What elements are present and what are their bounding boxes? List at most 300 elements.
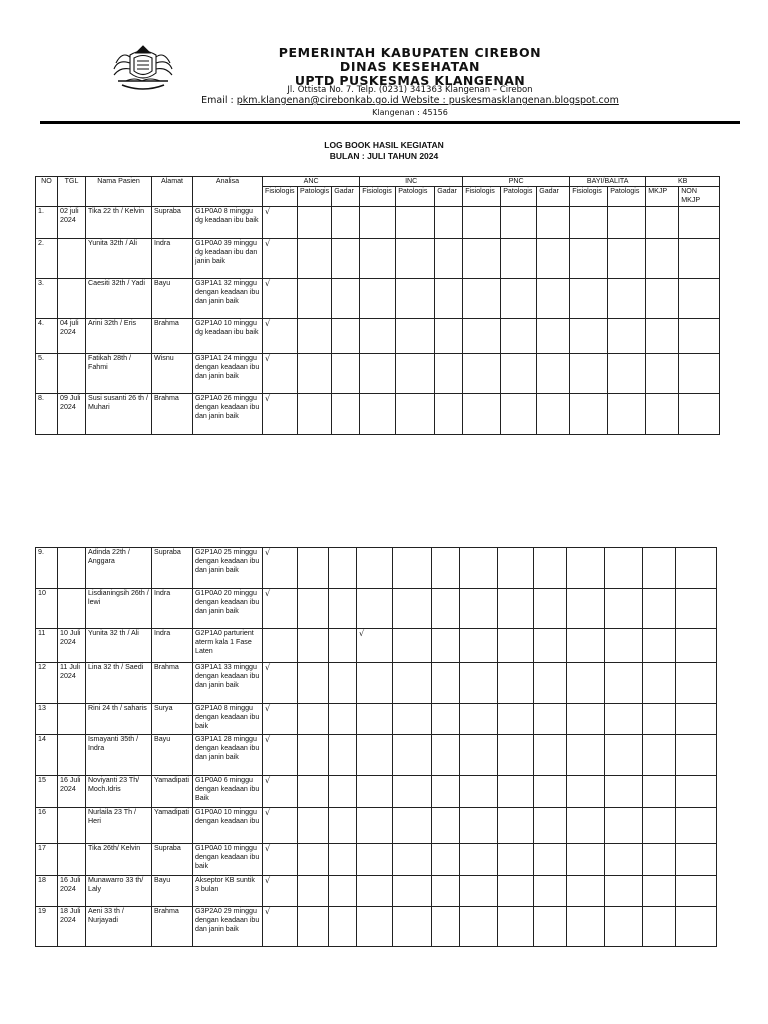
row-category-cell — [498, 548, 534, 589]
col-kb-mkjp: MKJP — [646, 187, 679, 207]
table-row — [36, 808, 717, 844]
row-category-cell — [329, 907, 357, 947]
check-mark-icon: √ — [265, 207, 271, 216]
letterhead-contact — [200, 95, 620, 106]
row-address: Supraba — [152, 548, 193, 589]
row-category-cell — [263, 279, 298, 319]
table-row — [36, 876, 717, 907]
row-category-cell — [298, 844, 329, 876]
row-address: Brahma — [152, 663, 193, 704]
row-category-cell — [329, 808, 357, 844]
row-category-cell — [393, 548, 432, 589]
row-category-cell — [537, 279, 570, 319]
row-category-cell — [298, 663, 329, 704]
row-category-cell — [460, 704, 498, 735]
letterhead-department: DINAS KESEHATAN — [339, 59, 481, 74]
col-analisa: Analisa — [193, 177, 263, 207]
row-category-cell — [263, 776, 298, 808]
check-mark-icon: √ — [265, 589, 271, 598]
row-patient-name: Lina 32 th / Saedi — [86, 663, 152, 704]
col-alamat: Alamat — [152, 177, 193, 207]
col-inc-fisiologis: Fisiologis — [360, 187, 396, 207]
row-category-cell — [676, 776, 717, 808]
row-analysis: G2P1A0 25 minggu dengan keadaan ibu dan janin baik — [193, 548, 263, 589]
row-category-cell — [605, 808, 643, 844]
row-category-cell — [432, 907, 460, 947]
row-category-cell — [263, 808, 298, 844]
row-category-cell — [643, 907, 676, 947]
row-category-cell — [332, 239, 360, 279]
row-address: Bayu — [152, 279, 193, 319]
row-category-cell — [329, 704, 357, 735]
row-category-cell — [329, 548, 357, 589]
row-address: Yamadipati — [152, 808, 193, 844]
row-category-cell — [643, 663, 676, 704]
row-patient-name: Ismayanti 35th / Indra — [86, 735, 152, 776]
row-category-cell — [676, 808, 717, 844]
row-category-cell — [432, 548, 460, 589]
row-patient-name: Tika 22 th / Kelvin — [86, 207, 152, 239]
row-category-cell — [357, 629, 393, 663]
row-no: 11 — [36, 629, 58, 663]
row-analysis: G1P0A0 6 minggu dengan keadaan ibu Baik — [193, 776, 263, 808]
row-category-cell — [605, 629, 643, 663]
row-analysis: G3P1A1 24 minggu dengan keadaan ibu dan janin baik — [193, 354, 263, 394]
logbook-rows-page1 — [36, 207, 720, 435]
row-category-cell — [263, 735, 298, 776]
letterhead-address: Jl. Ottista No. 7. Telp. (0231) 341363 Klangenan – Cirebon — [287, 85, 533, 95]
email-website-link[interactable]: pkm.klangenan@cirebonkab.go.id Website : puskesmasklangenan.blogspot.com — [236, 95, 619, 106]
col-bayi: BAYI/BALITA — [570, 177, 646, 187]
row-no: 19 — [36, 907, 58, 947]
row-category-cell — [501, 239, 537, 279]
row-no: 5. — [36, 354, 58, 394]
table-row — [36, 319, 720, 354]
row-category-cell — [393, 735, 432, 776]
row-category-cell — [393, 844, 432, 876]
row-patient-name: Fatikah 28th / Fahmi — [86, 354, 152, 394]
row-category-cell — [679, 239, 720, 279]
row-category-cell — [396, 239, 435, 279]
row-category-cell — [676, 876, 717, 907]
row-category-cell — [357, 704, 393, 735]
row-analysis: G1P0A0 10 minggu dengan keadaan ibu baik — [193, 844, 263, 876]
row-category-cell — [432, 876, 460, 907]
row-patient-name: Caesiti 32th / Yadi — [86, 279, 152, 319]
row-category-cell — [679, 319, 720, 354]
row-date — [58, 279, 86, 319]
row-category-cell — [393, 776, 432, 808]
row-no: 1. — [36, 207, 58, 239]
table-row — [36, 735, 717, 776]
row-patient-name: Rini 24 th / saharis — [86, 704, 152, 735]
row-no: 17 — [36, 844, 58, 876]
row-category-cell — [567, 808, 605, 844]
row-address: Supraba — [152, 844, 193, 876]
row-category-cell — [263, 354, 298, 394]
row-category-cell — [605, 907, 643, 947]
row-patient-name: Tika 26th/ Kelvin — [86, 844, 152, 876]
row-category-cell — [570, 319, 608, 354]
row-category-cell — [329, 876, 357, 907]
row-category-cell — [676, 663, 717, 704]
row-category-cell — [498, 629, 534, 663]
row-category-cell — [498, 808, 534, 844]
row-category-cell — [605, 844, 643, 876]
check-mark-icon: √ — [265, 239, 271, 248]
row-category-cell — [567, 907, 605, 947]
row-category-cell — [534, 776, 567, 808]
row-category-cell — [643, 735, 676, 776]
check-mark-icon: √ — [265, 704, 271, 713]
row-no: 4. — [36, 319, 58, 354]
row-category-cell — [605, 548, 643, 589]
col-inc-gadar: Gadar — [435, 187, 463, 207]
row-category-cell — [643, 704, 676, 735]
row-category-cell — [646, 279, 679, 319]
row-address: Wisnu — [152, 354, 193, 394]
row-date — [58, 589, 86, 629]
letterhead-clinic: UPTD PUSKESMAS KLANGENAN — [294, 73, 526, 88]
row-category-cell — [605, 735, 643, 776]
row-category-cell — [357, 844, 393, 876]
row-category-cell — [567, 735, 605, 776]
email-prefix: Email : — [201, 95, 237, 106]
row-address: Indra — [152, 589, 193, 629]
table-row — [36, 844, 717, 876]
col-pnc-fisiologis: Fisiologis — [463, 187, 501, 207]
row-category-cell — [498, 907, 534, 947]
row-category-cell — [332, 207, 360, 239]
row-category-cell — [608, 279, 646, 319]
row-category-cell — [570, 207, 608, 239]
row-category-cell — [498, 776, 534, 808]
row-category-cell — [570, 279, 608, 319]
row-category-cell — [298, 354, 332, 394]
row-category-cell — [605, 876, 643, 907]
row-category-cell — [263, 589, 298, 629]
row-category-cell — [460, 844, 498, 876]
row-category-cell — [298, 876, 329, 907]
row-category-cell — [432, 844, 460, 876]
row-category-cell — [534, 704, 567, 735]
row-category-cell — [435, 279, 463, 319]
row-category-cell — [676, 704, 717, 735]
row-category-cell — [263, 394, 298, 435]
row-patient-name: Nurlaila 23 Th / Heri — [86, 808, 152, 844]
row-category-cell — [460, 735, 498, 776]
row-category-cell — [435, 239, 463, 279]
row-category-cell — [393, 589, 432, 629]
row-category-cell — [501, 207, 537, 239]
table-row — [36, 907, 717, 947]
row-category-cell — [501, 394, 537, 435]
row-category-cell — [646, 239, 679, 279]
row-no: 18 — [36, 876, 58, 907]
row-category-cell — [567, 663, 605, 704]
row-category-cell — [435, 207, 463, 239]
row-analysis: G1P0A0 8 minggu dg keadaan ibu baik — [193, 207, 263, 239]
row-category-cell — [357, 663, 393, 704]
row-category-cell — [460, 907, 498, 947]
row-category-cell — [567, 704, 605, 735]
row-category-cell — [537, 207, 570, 239]
row-category-cell — [643, 844, 676, 876]
row-no: 3. — [36, 279, 58, 319]
row-analysis: G1P0A0 20 minggu dengan keadaan ibu dan janin baik — [193, 589, 263, 629]
row-category-cell — [432, 663, 460, 704]
row-category-cell — [643, 776, 676, 808]
row-category-cell — [608, 394, 646, 435]
col-inc: INC — [360, 177, 463, 187]
row-category-cell — [298, 629, 329, 663]
col-kb-non-mkjp: NON MKJP — [679, 187, 720, 207]
row-category-cell — [534, 548, 567, 589]
check-mark-icon: √ — [265, 876, 271, 885]
row-category-cell — [393, 876, 432, 907]
row-category-cell — [263, 876, 298, 907]
row-address: Brahma — [152, 394, 193, 435]
row-patient-name: Arini 32th / Eris — [86, 319, 152, 354]
row-category-cell — [298, 808, 329, 844]
check-mark-icon: √ — [265, 663, 271, 672]
row-category-cell — [463, 354, 501, 394]
check-mark-icon: √ — [359, 629, 365, 638]
row-category-cell — [463, 239, 501, 279]
table-row — [36, 279, 720, 319]
row-category-cell — [534, 876, 567, 907]
row-patient-name: Aeni 33 th / Nurjayadi — [86, 907, 152, 947]
table-row — [36, 207, 720, 239]
row-no: 12 — [36, 663, 58, 704]
row-category-cell — [329, 589, 357, 629]
row-category-cell — [646, 319, 679, 354]
row-analysis: G3P1A1 33 minggu dengan keadaan ibu dan janin baik — [193, 663, 263, 704]
row-category-cell — [679, 207, 720, 239]
row-date — [58, 354, 86, 394]
row-category-cell — [501, 319, 537, 354]
logbook-rows-page2 — [36, 548, 717, 947]
row-category-cell — [537, 239, 570, 279]
row-category-cell — [567, 776, 605, 808]
row-date: 16 Juli 2024 — [58, 776, 86, 808]
row-category-cell — [393, 629, 432, 663]
row-address: Brahma — [152, 907, 193, 947]
row-patient-name: Susi susanti 26 th / Muhari — [86, 394, 152, 435]
check-mark-icon: √ — [265, 548, 271, 557]
row-category-cell — [298, 548, 329, 589]
col-nama: Nama Pasien — [86, 177, 152, 207]
document-period: BULAN : JULI TAHUN 2024 — [329, 151, 439, 161]
col-pnc: PNC — [463, 177, 570, 187]
row-category-cell — [537, 319, 570, 354]
row-category-cell — [263, 629, 298, 663]
check-mark-icon: √ — [265, 354, 271, 363]
row-category-cell — [605, 589, 643, 629]
row-no: 14 — [36, 735, 58, 776]
row-address: Surya — [152, 704, 193, 735]
row-category-cell — [570, 394, 608, 435]
row-date: 04 juli 2024 — [58, 319, 86, 354]
row-date: 09 Juli 2024 — [58, 394, 86, 435]
col-tgl: TGL — [58, 177, 86, 207]
row-category-cell — [298, 239, 332, 279]
check-mark-icon: √ — [265, 319, 271, 328]
row-category-cell — [396, 319, 435, 354]
row-category-cell — [534, 808, 567, 844]
row-category-cell — [498, 876, 534, 907]
row-category-cell — [360, 354, 396, 394]
row-category-cell — [463, 207, 501, 239]
row-category-cell — [329, 776, 357, 808]
row-category-cell — [460, 776, 498, 808]
table-row — [36, 663, 717, 704]
row-category-cell — [605, 704, 643, 735]
row-category-cell — [676, 629, 717, 663]
table-row — [36, 589, 717, 629]
row-category-cell — [357, 776, 393, 808]
row-category-cell — [605, 776, 643, 808]
row-no: 9. — [36, 548, 58, 589]
row-category-cell — [534, 735, 567, 776]
row-category-cell — [676, 735, 717, 776]
letterhead-divider — [40, 121, 740, 124]
row-category-cell — [432, 629, 460, 663]
row-category-cell — [501, 279, 537, 319]
row-category-cell — [298, 589, 329, 629]
row-analysis: G2P1A0 10 minggu dg keadaan ibu baik — [193, 319, 263, 354]
row-category-cell — [498, 844, 534, 876]
row-date: 11 Juli 2024 — [58, 663, 86, 704]
row-category-cell — [679, 279, 720, 319]
row-category-cell — [360, 207, 396, 239]
row-category-cell — [567, 876, 605, 907]
row-category-cell — [298, 207, 332, 239]
row-category-cell — [357, 876, 393, 907]
row-category-cell — [643, 629, 676, 663]
row-category-cell — [357, 735, 393, 776]
col-anc-patologis: Patologis — [298, 187, 332, 207]
row-category-cell — [534, 589, 567, 629]
row-date — [58, 735, 86, 776]
check-mark-icon: √ — [265, 394, 271, 403]
row-category-cell — [608, 239, 646, 279]
logbook-table-page1 — [35, 176, 720, 435]
col-anc: ANC — [263, 177, 360, 187]
row-category-cell — [332, 279, 360, 319]
row-category-cell — [396, 354, 435, 394]
row-category-cell — [435, 319, 463, 354]
row-category-cell — [646, 207, 679, 239]
row-address: Bayu — [152, 735, 193, 776]
row-category-cell — [432, 808, 460, 844]
row-category-cell — [360, 279, 396, 319]
row-category-cell — [460, 589, 498, 629]
letterhead-government: PEMERINTAH KABUPATEN CIREBON — [278, 45, 542, 60]
row-date — [58, 548, 86, 589]
row-no: 10 — [36, 589, 58, 629]
row-category-cell — [501, 354, 537, 394]
row-category-cell — [360, 394, 396, 435]
table-row — [36, 354, 720, 394]
row-category-cell — [298, 319, 332, 354]
row-analysis: G2P1A0 parturient aterm kala 1 Fase Laten — [193, 629, 263, 663]
row-category-cell — [298, 735, 329, 776]
row-category-cell — [679, 354, 720, 394]
row-category-cell — [460, 663, 498, 704]
row-category-cell — [463, 394, 501, 435]
row-category-cell — [676, 907, 717, 947]
row-category-cell — [329, 629, 357, 663]
row-patient-name: Yunita 32th / Ali — [86, 239, 152, 279]
row-category-cell — [432, 776, 460, 808]
col-bayi-fisiologis: Fisiologis — [570, 187, 608, 207]
row-date — [58, 808, 86, 844]
row-patient-name: Adinda 22th / Anggara — [86, 548, 152, 589]
row-analysis: G3P1A1 32 minggu dengan keadaan ibu dan janin baik — [193, 279, 263, 319]
check-mark-icon: √ — [265, 735, 271, 744]
row-category-cell — [263, 548, 298, 589]
letterhead-postal: Klangenan : 45156 — [372, 108, 448, 117]
row-category-cell — [396, 279, 435, 319]
row-patient-name: Yunita 32 th / Ali — [86, 629, 152, 663]
table-row — [36, 629, 717, 663]
row-category-cell — [298, 279, 332, 319]
row-category-cell — [570, 354, 608, 394]
row-analysis: Akseptor KB suntik 3 bulan — [193, 876, 263, 907]
row-analysis: G2P1A0 26 minggu dengan keadaan ibu dan janin baik — [193, 394, 263, 435]
row-category-cell — [463, 279, 501, 319]
row-category-cell — [460, 808, 498, 844]
row-category-cell — [329, 844, 357, 876]
row-category-cell — [460, 629, 498, 663]
row-category-cell — [498, 704, 534, 735]
row-category-cell — [646, 394, 679, 435]
row-category-cell — [460, 548, 498, 589]
row-category-cell — [537, 354, 570, 394]
row-category-cell — [498, 589, 534, 629]
row-category-cell — [643, 808, 676, 844]
row-analysis: G1P0A0 10 minggu dengan keadaan ibu — [193, 808, 263, 844]
letterhead — [0, 38, 768, 128]
row-category-cell — [332, 394, 360, 435]
row-category-cell — [357, 808, 393, 844]
row-category-cell — [357, 907, 393, 947]
check-mark-icon: √ — [265, 808, 271, 817]
row-category-cell — [567, 589, 605, 629]
row-category-cell — [605, 663, 643, 704]
row-no: 8. — [36, 394, 58, 435]
row-category-cell — [534, 629, 567, 663]
row-category-cell — [463, 319, 501, 354]
row-category-cell — [360, 239, 396, 279]
row-category-cell — [676, 589, 717, 629]
col-inc-patologis: Patologis — [396, 187, 435, 207]
check-mark-icon: √ — [265, 279, 271, 288]
row-category-cell — [643, 876, 676, 907]
row-category-cell — [435, 394, 463, 435]
row-category-cell — [298, 907, 329, 947]
row-category-cell — [567, 629, 605, 663]
row-category-cell — [357, 589, 393, 629]
row-category-cell — [567, 844, 605, 876]
row-category-cell — [393, 907, 432, 947]
row-category-cell — [393, 704, 432, 735]
row-date — [58, 239, 86, 279]
row-category-cell — [357, 548, 393, 589]
col-no: NO — [36, 177, 58, 207]
row-patient-name: Munawarro 33 th/ Laly — [86, 876, 152, 907]
